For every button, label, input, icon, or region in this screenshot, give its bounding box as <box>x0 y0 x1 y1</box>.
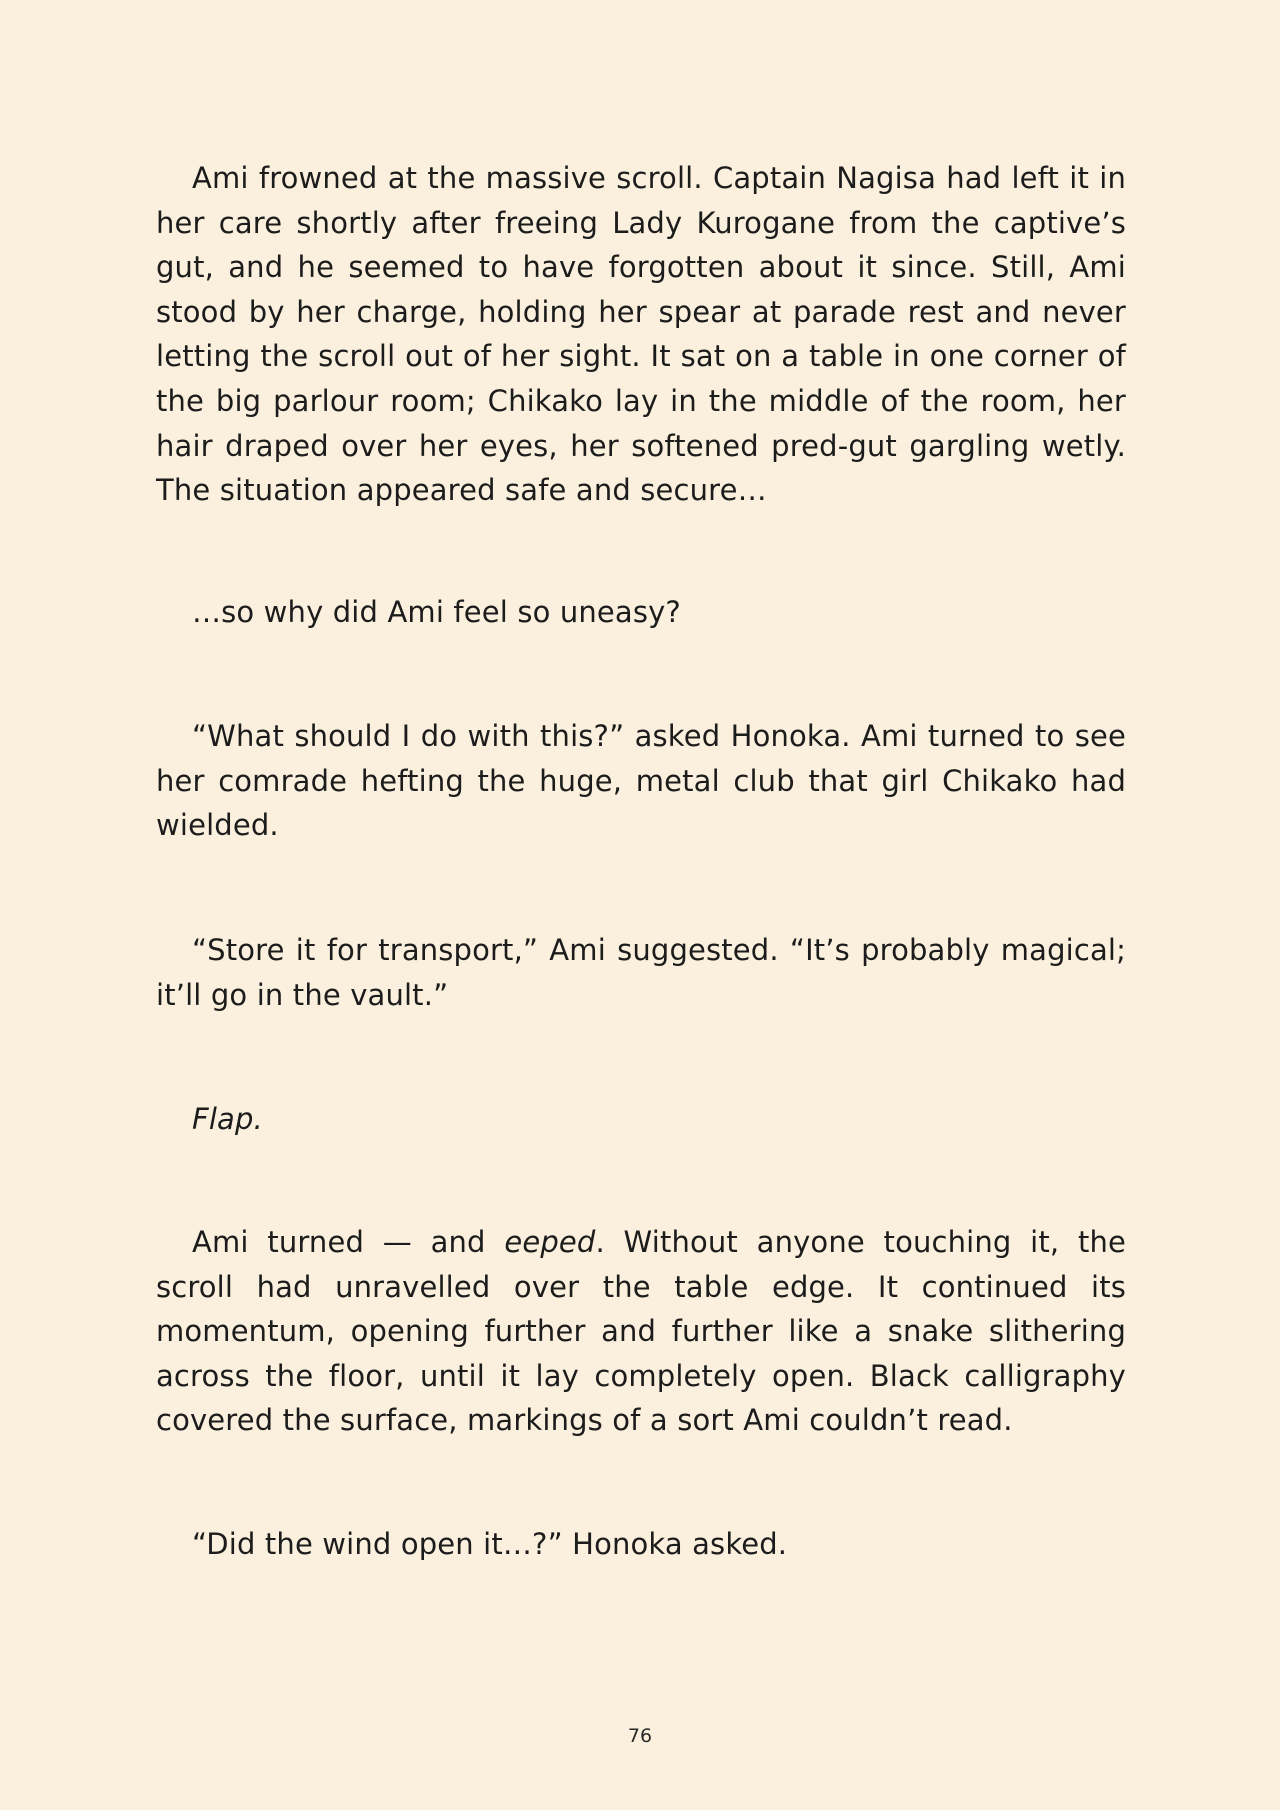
paragraph-scroll-unravels <box>156 1220 1126 1443</box>
paragraph-scroll-unravels-rest: . Without anyone touching it, the scroll had unravelled over the table edge. It continued its momentum, opening further and further like a snake slithering across the floor, until it lay completely open. Black calligraphy covered the surface, markings of a sort Ami couldn’t read. <box>156 1225 1127 1438</box>
paragraph-scroll-unravels-start: Ami turned — and <box>192 1225 505 1259</box>
paragraph-honoka-question: “What should I do with this?” asked Honoka. Ami turned to see her comrade hefting the huge, metal club that girl Chikako had wielded. <box>156 719 1126 843</box>
paragraph-wind-question: “Did the wind open it…?” Honoka asked. <box>192 1527 788 1561</box>
paragraph-uneasy: …so why did Ami feel so uneasy? <box>192 595 681 629</box>
emphasis-eeped: eeped <box>504 1225 596 1259</box>
paragraph-ami-suggestion: “Store it for transport,” Ami suggested. “It’s probably magical; it’ll go in the vault.” <box>156 933 1126 1012</box>
paragraph-flap: Flap. <box>192 1102 263 1136</box>
paragraph-scroll-watch: Ami frowned at the massive scroll. Captain Nagisa had left it in her care shortly after freeing Lady Kurogane from the captive’s gut, and he seemed to have forgotten about it since. Still, Ami stood by her charge, holding her spear at parade rest and never letting the scroll out of her sight. It sat on a table in one corner of the big parlour room; Chikako lay in the middle of the room, her hair draped over her eyes, her softened pred-gut gargling wetly. The situation appeared safe and secure… <box>156 161 1126 508</box>
page-number: 76 <box>627 1725 653 1747</box>
